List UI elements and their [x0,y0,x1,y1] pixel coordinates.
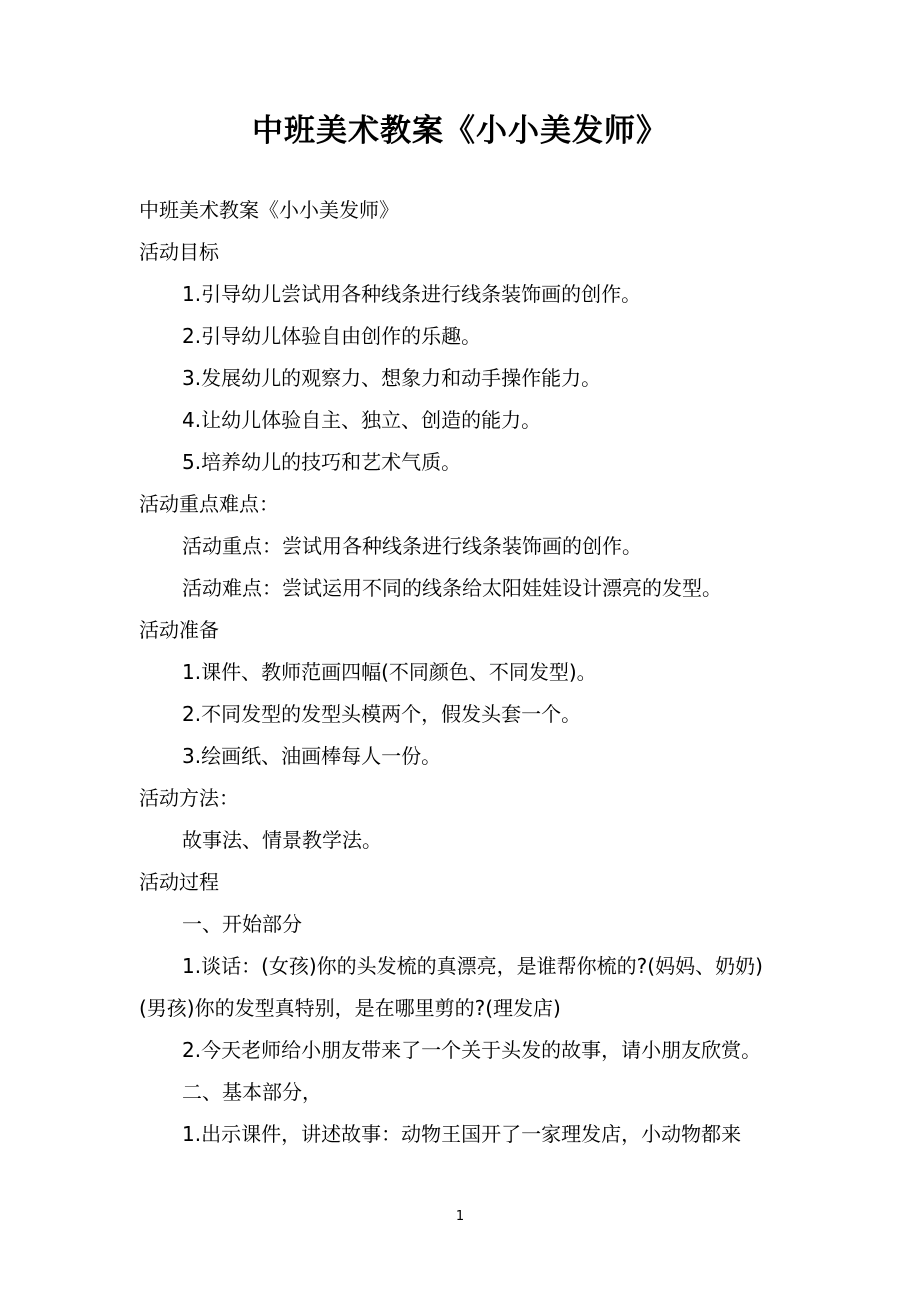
section-heading-key-points: 活动重点难点： [139,492,279,516]
document-body [139,189,789,1155]
goal-item: 1.引导幼儿尝试用各种线条进行线条装饰画的创作。 [182,282,642,306]
section-heading-methods: 活动方法： [139,786,239,810]
goal-item: 5.培养幼儿的技巧和艺术气质。 [182,450,462,474]
process-subheading: 二、基本部分， [182,1080,322,1104]
preparation-item: 1.课件、教师范画四幅(不同颜色、不同发型)。 [182,660,597,684]
preparation-item: 3.绘画纸、油画棒每人一份。 [182,744,442,768]
process-paragraph: 2.今天老师给小朋友带来了一个关于头发的故事，请小朋友欣赏。 [182,1038,762,1062]
difficult-point-item: 活动难点：尝试运用不同的线条给太阳娃娃设计漂亮的发型。 [182,576,722,600]
goal-item: 3.发展幼儿的观察力、想象力和动手操作能力。 [182,366,602,390]
section-heading-goals: 活动目标 [139,240,219,264]
process-subheading: 一、开始部分 [182,912,302,936]
process-paragraph: 1.出示课件，讲述故事：动物王国开了一家理发店，小动物都来 [182,1122,742,1146]
goal-item: 4.让幼儿体验自主、独立、创造的能力。 [182,408,542,432]
preparation-item: 2.不同发型的发型头模两个，假发头套一个。 [182,702,582,726]
section-heading-process: 活动过程 [139,870,219,894]
document-title: 中班美术教案《小小美发师》 [252,113,668,149]
page-number: 1 [455,1209,465,1224]
goal-item: 2.引导幼儿体验自由创作的乐趣。 [182,324,482,348]
section-heading-preparation: 活动准备 [139,618,219,642]
method-item: 故事法、情景教学法。 [182,828,382,852]
key-point-item: 活动重点：尝试用各种线条进行线条装饰画的创作。 [182,534,642,558]
paragraph-heading-repeat: 中班美术教案《小小美发师》 [139,198,399,222]
process-paragraph: 1.谈话：(女孩)你的头发梳的真漂亮，是谁帮你梳的?(妈妈、奶奶)(男孩)你的发型真特别，是在哪里剪的?(理发店) [139,954,763,1020]
